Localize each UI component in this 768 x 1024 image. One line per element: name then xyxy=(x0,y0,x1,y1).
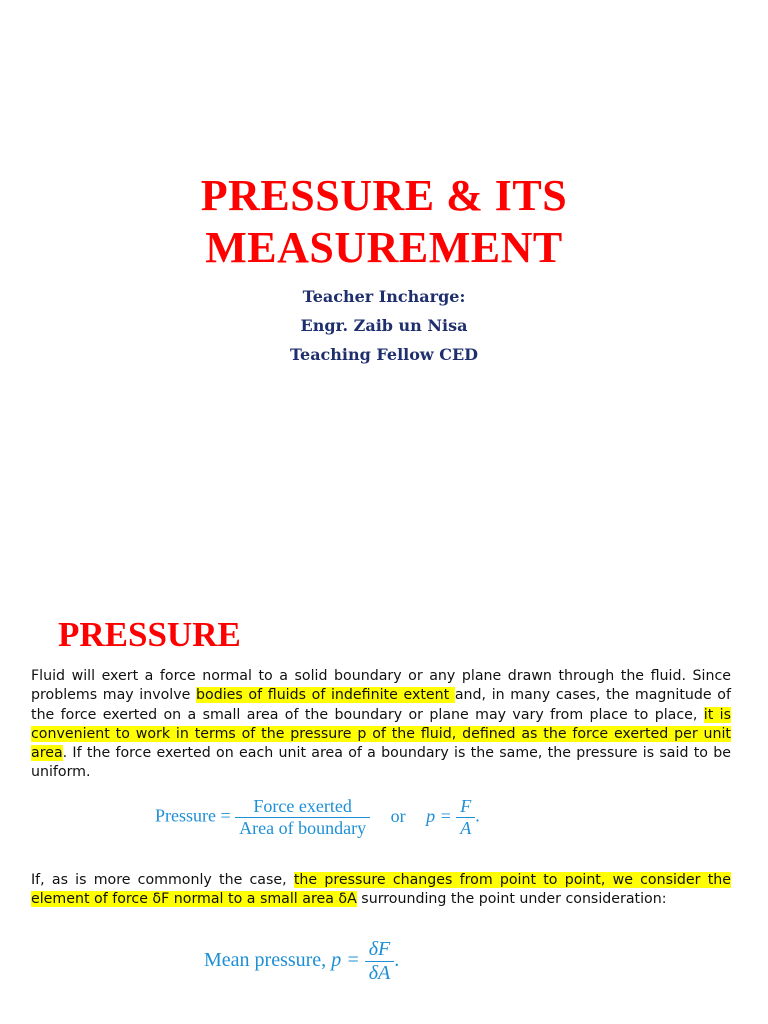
formula1-or: or xyxy=(390,805,406,826)
para1-text-3: . If the force exerted on each unit area of a boundary is the same, the pressure is said to be uniform. xyxy=(31,745,731,781)
formula1-fraction xyxy=(235,796,370,839)
formula1-lhs: Pressure = xyxy=(155,805,231,826)
formula1-denominator: Area of boundary xyxy=(235,817,370,839)
teacher-role: Teaching Fellow CED xyxy=(289,345,479,364)
paragraph-definition xyxy=(31,667,731,783)
para1-text-2: and, in many cases, the magnitude of the force exerted on a small area of the boundary or plane may vary from place to place, xyxy=(31,687,731,723)
title-line-2: MEASUREMENT xyxy=(205,223,563,272)
formula2-dot: . xyxy=(394,949,400,972)
slide-title xyxy=(0,170,768,274)
formula2-numerator: δF xyxy=(368,938,391,960)
formula1-fa-fraction xyxy=(456,796,475,839)
para2-text-1: If, as is more commonly the case, xyxy=(31,872,294,888)
section-heading: PRESSURE xyxy=(58,615,241,654)
title-line-1: PRESSURE & ITS xyxy=(200,171,568,220)
pressure-formula xyxy=(155,796,480,839)
para1-highlight-1: bodies of fluids of indefinite extent xyxy=(196,687,455,704)
teacher-label: Teacher Incharge: xyxy=(302,287,466,306)
formula2-p-equals: p = xyxy=(331,949,360,972)
para1-highlight-2: it is convenient to work in terms of the pressure p of the fluid, defined as the force exerted per unit area xyxy=(31,706,732,762)
para2-highlight: the pressure changes from point to point, we consider the element of force δF normal to a small area δA xyxy=(31,872,731,908)
formula2-fraction xyxy=(365,938,395,985)
para1-text-1: Fluid will exert a force normal to a solid boundary or any plane drawn through the fluid. Since problems may involve xyxy=(31,668,731,704)
teacher-name: Engr. Zaib un Nisa xyxy=(300,316,468,335)
formula1-f: F xyxy=(460,796,472,816)
formula2-denominator: δA xyxy=(365,961,395,985)
formula2-lhs: Mean pressure, xyxy=(204,949,327,972)
formula1-a: A xyxy=(456,817,475,839)
paragraph-mean-pressure xyxy=(31,871,731,910)
formula1-p-equals: p = xyxy=(426,805,452,826)
formula1-numerator: Force exerted xyxy=(253,796,352,816)
para2-text-2: surrounding the point under consideration: xyxy=(356,891,667,908)
formula1-dot: . xyxy=(475,805,480,826)
mean-pressure-formula xyxy=(204,938,399,985)
